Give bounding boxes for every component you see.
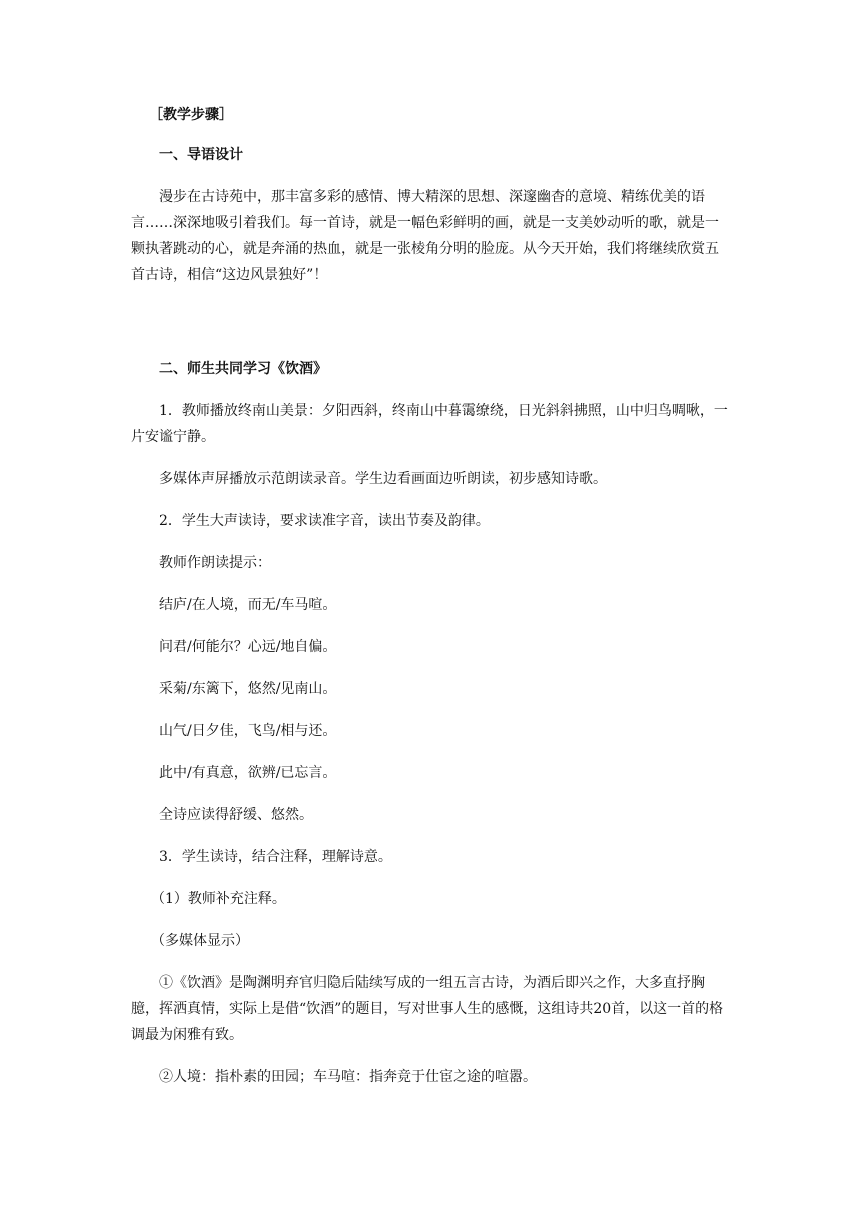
section-2-title: 二、师生共同学习《饮酒》	[159, 361, 327, 377]
step-1-paragraph: 1．教师播放终南山美景：夕阳西斜，终南山中暮霭缭绕，日光斜斜拂照，山中归鸟啁啾，一片安谧宁静。	[131, 403, 728, 445]
note-1-paragraph: ①《饮酒》是陶渊明弃官归隐后陆续写成的一组五言古诗，为酒后即兴之作，大多直抒胸臆，挥洒真情，实际上是借“饮酒”的题目，写对世事人生的感慨，这组诗共20首，以这一首的格调最为闲雅有致。	[131, 975, 724, 1043]
document-body	[131, 104, 731, 1090]
section-1-title: 一、导语设计	[159, 147, 243, 163]
step-2-paragraph: 2．学生大声读诗，要求读准字音，读出节奏及韵律。	[159, 513, 490, 529]
step-3-paragraph: 3．学生读诗，结合注释，理解诗意。	[159, 849, 392, 865]
reading-summary: 全诗应读得舒缓、悠然。	[159, 807, 313, 823]
teaching-steps-heading: ［教学步骤］	[149, 107, 233, 123]
reading-tip-label: 教师作朗读提示：	[159, 555, 271, 571]
note-2-paragraph: ②人境：指朴素的田园；车马喧：指奔竞于仕宦之途的喧嚣。	[159, 1069, 537, 1085]
media-display-label: （多媒体显示）	[151, 933, 249, 949]
poem-line: 问君/何能尔？心远/地自偏。	[159, 639, 337, 655]
poem-line: 此中/有真意，欲辨/已忘言。	[159, 765, 337, 781]
sub-item-1: （1）教师补充注释。	[151, 891, 286, 907]
poem-line: 山气/日夕佳，飞鸟/相与还。	[159, 723, 337, 739]
poem-line: 采菊/东篱下，悠然/见南山。	[159, 681, 337, 697]
intro-paragraph: 漫步在古诗苑中，那丰富多彩的感情、博大精深的思想、深邃幽杳的意境、精练优美的语言……深深地吸引着我们。每一首诗，就是一幅色彩鲜明的画，就是一支美妙动听的歌，就是一颗执著跳动的心，就是奔涌的热血，就是一张棱角分明的脸庞。从今天开始，我们将继续欣赏五首古诗，相信“这边风景独好”！	[131, 189, 719, 283]
media-note-paragraph: 多媒体声屏播放示范朗读录音。学生边看画面边听朗读，初步感知诗歌。	[159, 471, 607, 487]
poem-line: 结庐/在人境，而无/车马喧。	[159, 597, 337, 613]
